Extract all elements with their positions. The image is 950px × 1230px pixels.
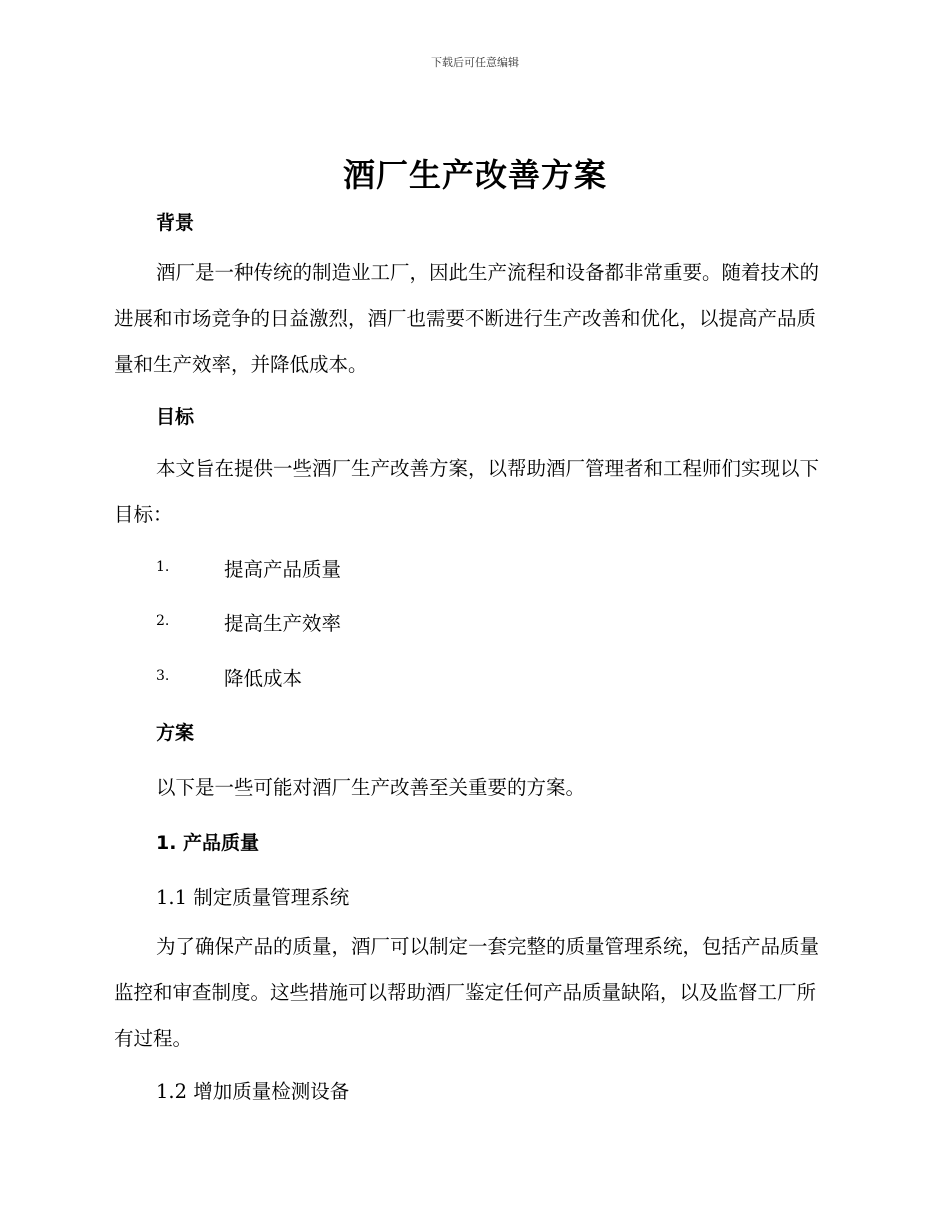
paragraph-plan-intro: 以下是一些可能对酒厂生产改善至关重要的方案。 bbox=[156, 776, 586, 799]
list-item-number: 3. bbox=[156, 668, 170, 684]
list-item-number: 2. bbox=[156, 613, 170, 629]
document-title: 酒厂生产改善方案 bbox=[342, 156, 607, 194]
paragraph-goal: 本文旨在提供一些酒厂生产改善方案，以帮助酒厂管理者和工程师们实现以下目标： bbox=[114, 457, 820, 526]
heading-goal: 目标 bbox=[156, 406, 195, 428]
subheading-1-2: 1.2 增加质量检测设备 bbox=[156, 1080, 350, 1103]
paragraph-1-1: 为了确保产品的质量，酒厂可以制定一套完整的质量管理系统，包括产品质量监控和审查制度。这些措施可以帮助酒厂鉴定任何产品质量缺陷，以及监督工厂所有过程。 bbox=[114, 935, 820, 1050]
header-note: 下载后可任意编辑 bbox=[431, 56, 519, 69]
paragraph-background: 酒厂是一种传统的制造业工厂，因此生产流程和设备都非常重要。随着技术的进展和市场竞争的日益激烈，酒厂也需要不断进行生产改善和优化，以提高产品质量和生产效率，并降低成本。 bbox=[114, 261, 820, 376]
list-item-number: 1. bbox=[156, 559, 170, 575]
list-item-text: 提高生产效率 bbox=[224, 612, 342, 635]
heading-product-quality: 1. 产品质量 bbox=[156, 832, 260, 854]
heading-background: 背景 bbox=[156, 212, 195, 234]
list-item-text: 提高产品质量 bbox=[224, 558, 342, 581]
heading-plan: 方案 bbox=[156, 722, 195, 744]
list-item-text: 降低成本 bbox=[224, 667, 303, 690]
subheading-1-1: 1.1 制定质量管理系统 bbox=[156, 886, 350, 909]
